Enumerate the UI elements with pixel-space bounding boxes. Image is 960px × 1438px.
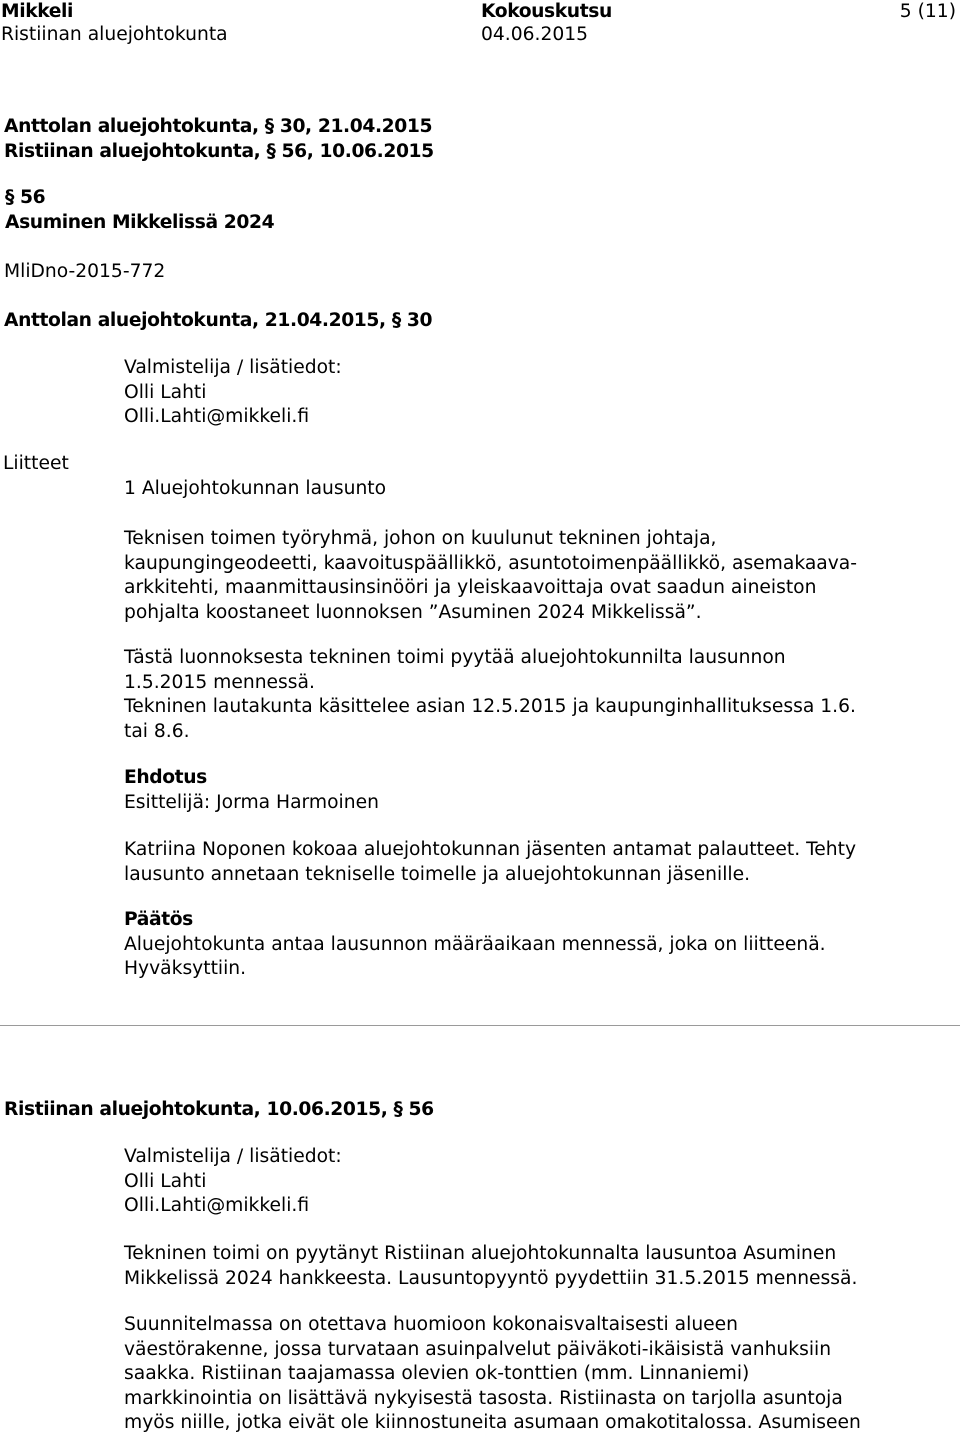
reference-line: Ristiinan aluejohtokunta, § 56, 10.06.2015 <box>4 140 434 162</box>
meeting-body: Ristiinan aluejohtokunta <box>1 24 228 45</box>
text-line: tai 8.6. <box>124 720 190 742</box>
proposal-presenter: Esittelijä: Jorma Harmoinen <box>124 791 379 813</box>
proposal-text <box>124 838 856 887</box>
text-line: Katriina Noponen kokoaa aluejohtokunnan jäsenten antamat palautteet. Tehty <box>124 839 857 860</box>
anttola-preparer <box>124 356 342 430</box>
text-line: Suunnitelmassa on otettava huomioon kokonaisvaltaisesti alueen <box>124 1314 738 1335</box>
attachments-list <box>124 477 386 502</box>
anttola-schedule-paragraph <box>124 695 856 744</box>
document-type: Kokouskutsu <box>481 1 612 22</box>
anttola-request-paragraph <box>124 646 786 695</box>
text-line: pohjalta koostaneet luonnoksen ”Asuminen 2024 Mikkelissä”. <box>124 601 702 623</box>
preparer-name: Olli Lahti <box>124 1170 207 1192</box>
text-line: väestörakenne, jossa turvataan asuinpalvelut päiväkoti-ikäisistä vanhuksiin <box>124 1338 832 1360</box>
page-number: 5 (11) <box>899 1 956 22</box>
section-title: Asuminen Mikkelissä 2024 <box>5 211 275 233</box>
section-number: § 56 <box>5 187 46 208</box>
preparer-email: Olli.Lahti@mikkeli.fi <box>124 406 310 427</box>
text-line: Mikkelissä 2024 hankkeesta. Lausuntopyyntö pyydettiin 31.5.2015 mennessä. <box>124 1267 858 1289</box>
text-line: saakka. Ristiinan taajamassa olevien ok-tonttien (mm. Linnaniemi) <box>124 1363 750 1384</box>
text-line: Teknisen toimen työryhmä, johon on kuulunut tekninen johtaja, <box>124 528 717 549</box>
text-line: 1.5.2015 mennessä. <box>124 671 315 693</box>
meeting-date: 04.06.2015 <box>481 24 588 45</box>
ristiina-request-paragraph <box>124 1242 857 1291</box>
ristiina-preparer <box>124 1145 342 1219</box>
text-line: Tästä luonnoksesta tekninen toimi pyytää aluejohtokunnilta lausunnon <box>124 647 786 668</box>
text-line: markkinointia on lisättävä nykyisestä tasosta. Ristiinasta on tarjolla asuntoja <box>124 1387 843 1409</box>
section-heading <box>5 186 274 235</box>
attachment-item: 1 Aluejohtokunnan lausunto <box>124 478 387 499</box>
text-line: kaupungingeodeetti, kaavoituspäällikkö, asuntotoimenpäällikkö, asemakaava- <box>124 552 857 574</box>
section-divider <box>0 1025 960 1026</box>
preparer-label: Valmistelija / lisätiedot: <box>124 357 342 378</box>
text-line: Tekninen lautakunta käsittelee asian 12.5.2015 ja kaupunginhallituksessa 1.6. <box>124 696 856 717</box>
preparer-name: Olli Lahti <box>124 381 207 403</box>
anttola-heading: Anttolan aluejohtokunta, 21.04.2015, § 30 <box>4 310 433 331</box>
text-line: lausunto annetaan tekniselle toimelle ja aluejohtokunnan jäsenille. <box>124 863 751 885</box>
decision-label: Päätös <box>124 909 193 930</box>
text-line: arkkitehti, maanmittausinsinööri ja yleiskaavoittaja ovat saadun aineiston <box>124 577 817 598</box>
organization-name: Mikkeli <box>1 1 74 22</box>
reference-list <box>4 115 434 164</box>
ristiina-heading: Ristiinan aluejohtokunta, 10.06.2015, § 56 <box>4 1099 434 1120</box>
text-line: myös niille, jotka eivät ole kiinnostuneita asumaan omakotitalossa. Asumiseen <box>124 1412 861 1433</box>
preparer-email: Olli.Lahti@mikkeli.fi <box>124 1195 310 1216</box>
reference-line: Anttolan aluejohtokunta, § 30, 21.04.2015 <box>4 116 433 137</box>
ristiina-considerations-paragraph <box>124 1313 861 1436</box>
proposal-block <box>124 766 379 815</box>
attachments-label: Liitteet <box>3 453 69 474</box>
decision-block <box>124 908 826 982</box>
text-line: Hyväksyttiin. <box>124 958 247 979</box>
preparer-label: Valmistelija / lisätiedot: <box>124 1146 342 1167</box>
text-line: Aluejohtokunta antaa lausunnon määräaikaan mennessä, joka on liitteenä. <box>124 933 826 955</box>
anttola-background-paragraph <box>124 527 857 625</box>
text-line: Tekninen toimi on pyytänyt Ristiinan aluejohtokunnalta lausuntoa Asuminen <box>124 1243 837 1264</box>
proposal-label: Ehdotus <box>124 767 207 788</box>
diary-number: MliDno-2015-772 <box>4 261 166 282</box>
